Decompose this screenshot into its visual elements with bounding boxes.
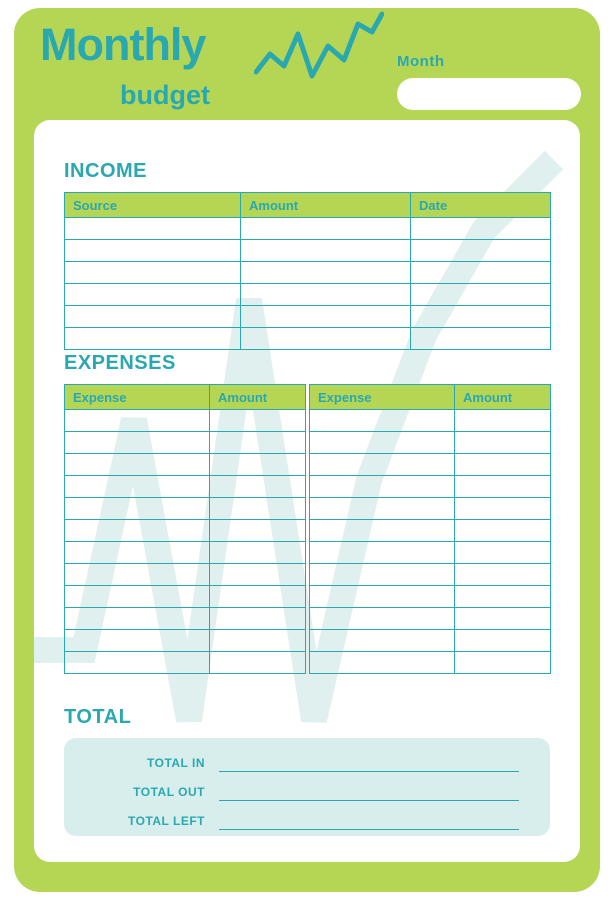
total-left-field[interactable] bbox=[219, 829, 519, 830]
expenses-left-col-amount: Amount bbox=[210, 385, 306, 410]
income-heading: INCOME bbox=[64, 160, 147, 182]
month-label: Month bbox=[397, 53, 445, 70]
income-cell[interactable] bbox=[241, 284, 411, 306]
expense-right-cell[interactable] bbox=[310, 564, 455, 586]
table-row[interactable] bbox=[65, 328, 551, 350]
expense-left-cell[interactable] bbox=[65, 454, 210, 476]
expense-right-cell[interactable] bbox=[310, 630, 455, 652]
table-row[interactable] bbox=[310, 498, 551, 520]
expenses-right-col-amount: Amount bbox=[455, 385, 551, 410]
expense-right-cell[interactable] bbox=[455, 586, 551, 608]
income-col-source: Source bbox=[65, 193, 241, 218]
total-in-field[interactable] bbox=[219, 771, 519, 772]
table-row[interactable] bbox=[65, 564, 306, 586]
expense-left-cell[interactable] bbox=[210, 498, 306, 520]
table-row[interactable] bbox=[310, 564, 551, 586]
expense-left-cell[interactable] bbox=[210, 652, 306, 674]
expense-right-cell[interactable] bbox=[310, 498, 455, 520]
table-row[interactable] bbox=[310, 586, 551, 608]
income-cell[interactable] bbox=[411, 306, 551, 328]
income-cell[interactable] bbox=[65, 240, 241, 262]
expense-left-cell[interactable] bbox=[210, 608, 306, 630]
expense-left-cell[interactable] bbox=[65, 608, 210, 630]
income-cell[interactable] bbox=[241, 306, 411, 328]
income-cell[interactable] bbox=[241, 218, 411, 240]
income-cell[interactable] bbox=[411, 240, 551, 262]
total-box bbox=[64, 738, 550, 836]
income-cell[interactable] bbox=[241, 240, 411, 262]
table-row[interactable] bbox=[65, 454, 306, 476]
table-row[interactable] bbox=[310, 542, 551, 564]
expenses-left-col-expense: Expense bbox=[65, 385, 210, 410]
table-row[interactable] bbox=[65, 520, 306, 542]
table-row[interactable] bbox=[310, 410, 551, 432]
expense-left-cell[interactable] bbox=[65, 564, 210, 586]
table-row[interactable] bbox=[65, 410, 306, 432]
income-cell[interactable] bbox=[411, 218, 551, 240]
expense-right-cell[interactable] bbox=[310, 410, 455, 432]
expense-right-cell[interactable] bbox=[310, 608, 455, 630]
expense-left-cell[interactable] bbox=[210, 564, 306, 586]
table-row[interactable] bbox=[65, 240, 551, 262]
expense-right-cell[interactable] bbox=[455, 542, 551, 564]
expense-left-cell[interactable] bbox=[210, 630, 306, 652]
worksheet-sheet bbox=[34, 120, 580, 862]
expense-right-cell[interactable] bbox=[310, 652, 455, 674]
expenses-table-right[interactable] bbox=[309, 384, 551, 674]
expense-right-cell[interactable] bbox=[455, 498, 551, 520]
table-row[interactable] bbox=[65, 306, 551, 328]
expense-right-cell[interactable] bbox=[455, 520, 551, 542]
total-left-label: TOTAL LEFT bbox=[128, 814, 205, 828]
expense-left-cell[interactable] bbox=[65, 630, 210, 652]
page-title-line1: Monthly bbox=[40, 19, 206, 70]
total-in-label: TOTAL IN bbox=[147, 756, 205, 770]
page-title-line2: budget bbox=[120, 80, 210, 110]
income-cell[interactable] bbox=[241, 328, 411, 350]
expense-right-cell[interactable] bbox=[455, 410, 551, 432]
income-table-header-row bbox=[65, 193, 551, 218]
expense-left-cell[interactable] bbox=[210, 432, 306, 454]
table-row[interactable] bbox=[65, 432, 306, 454]
expense-right-cell[interactable] bbox=[310, 454, 455, 476]
expense-right-cell[interactable] bbox=[455, 608, 551, 630]
table-row[interactable] bbox=[65, 586, 306, 608]
total-in-row[interactable] bbox=[64, 752, 550, 778]
total-out-field[interactable] bbox=[219, 800, 519, 801]
expense-right-cell[interactable] bbox=[310, 476, 455, 498]
green-card bbox=[14, 8, 600, 892]
table-row[interactable] bbox=[65, 476, 306, 498]
table-row[interactable] bbox=[310, 476, 551, 498]
income-cell[interactable] bbox=[65, 284, 241, 306]
income-table[interactable] bbox=[64, 192, 551, 350]
document-header bbox=[14, 8, 600, 118]
expense-right-cell[interactable] bbox=[455, 564, 551, 586]
expenses-left-header-row bbox=[65, 385, 306, 410]
expense-left-cell[interactable] bbox=[65, 520, 210, 542]
expense-left-cell[interactable] bbox=[210, 476, 306, 498]
zigzag-line-chart-icon bbox=[254, 10, 384, 80]
table-row[interactable] bbox=[65, 262, 551, 284]
expense-left-cell[interactable] bbox=[65, 498, 210, 520]
expense-right-cell[interactable] bbox=[455, 476, 551, 498]
expense-right-cell[interactable] bbox=[310, 520, 455, 542]
income-cell[interactable] bbox=[411, 328, 551, 350]
expense-right-cell[interactable] bbox=[310, 586, 455, 608]
income-cell[interactable] bbox=[411, 262, 551, 284]
expense-right-cell[interactable] bbox=[455, 432, 551, 454]
expense-left-cell[interactable] bbox=[65, 476, 210, 498]
total-out-label: TOTAL OUT bbox=[133, 785, 205, 799]
expenses-heading: EXPENSES bbox=[64, 352, 176, 374]
table-row[interactable] bbox=[310, 520, 551, 542]
expense-left-cell[interactable] bbox=[210, 520, 306, 542]
total-out-row[interactable] bbox=[64, 781, 550, 807]
table-row[interactable] bbox=[65, 652, 306, 674]
income-cell[interactable] bbox=[241, 262, 411, 284]
income-cell[interactable] bbox=[65, 328, 241, 350]
expense-right-cell[interactable] bbox=[310, 542, 455, 564]
total-heading: TOTAL bbox=[64, 706, 132, 728]
expense-left-cell[interactable] bbox=[210, 586, 306, 608]
income-cell[interactable] bbox=[65, 218, 241, 240]
expenses-table-left[interactable] bbox=[64, 384, 306, 674]
income-col-date: Date bbox=[411, 193, 551, 218]
table-row[interactable] bbox=[310, 630, 551, 652]
income-cell[interactable] bbox=[411, 284, 551, 306]
expenses-right-col-expense: Expense bbox=[310, 385, 455, 410]
table-row[interactable] bbox=[310, 608, 551, 630]
expense-left-cell[interactable] bbox=[210, 454, 306, 476]
income-cell[interactable] bbox=[65, 306, 241, 328]
expense-left-cell[interactable] bbox=[210, 410, 306, 432]
table-row[interactable] bbox=[65, 498, 306, 520]
table-row[interactable] bbox=[65, 630, 306, 652]
expense-right-cell[interactable] bbox=[455, 630, 551, 652]
expense-left-cell[interactable] bbox=[65, 542, 210, 564]
table-row[interactable] bbox=[65, 218, 551, 240]
table-row[interactable] bbox=[310, 652, 551, 674]
table-row[interactable] bbox=[310, 454, 551, 476]
expense-left-cell[interactable] bbox=[210, 542, 306, 564]
income-col-amount: Amount bbox=[241, 193, 411, 218]
expense-right-cell[interactable] bbox=[455, 652, 551, 674]
table-row[interactable] bbox=[65, 608, 306, 630]
table-row[interactable] bbox=[65, 284, 551, 306]
expense-left-cell[interactable] bbox=[65, 652, 210, 674]
total-left-row[interactable] bbox=[64, 810, 550, 836]
expense-left-cell[interactable] bbox=[65, 410, 210, 432]
expense-right-cell[interactable] bbox=[310, 432, 455, 454]
expenses-right-header-row bbox=[310, 385, 551, 410]
income-cell[interactable] bbox=[65, 262, 241, 284]
expense-right-cell[interactable] bbox=[455, 454, 551, 476]
month-input[interactable] bbox=[397, 78, 581, 110]
expense-left-cell[interactable] bbox=[65, 432, 210, 454]
expense-left-cell[interactable] bbox=[65, 586, 210, 608]
table-row[interactable] bbox=[310, 432, 551, 454]
table-row[interactable] bbox=[65, 542, 306, 564]
